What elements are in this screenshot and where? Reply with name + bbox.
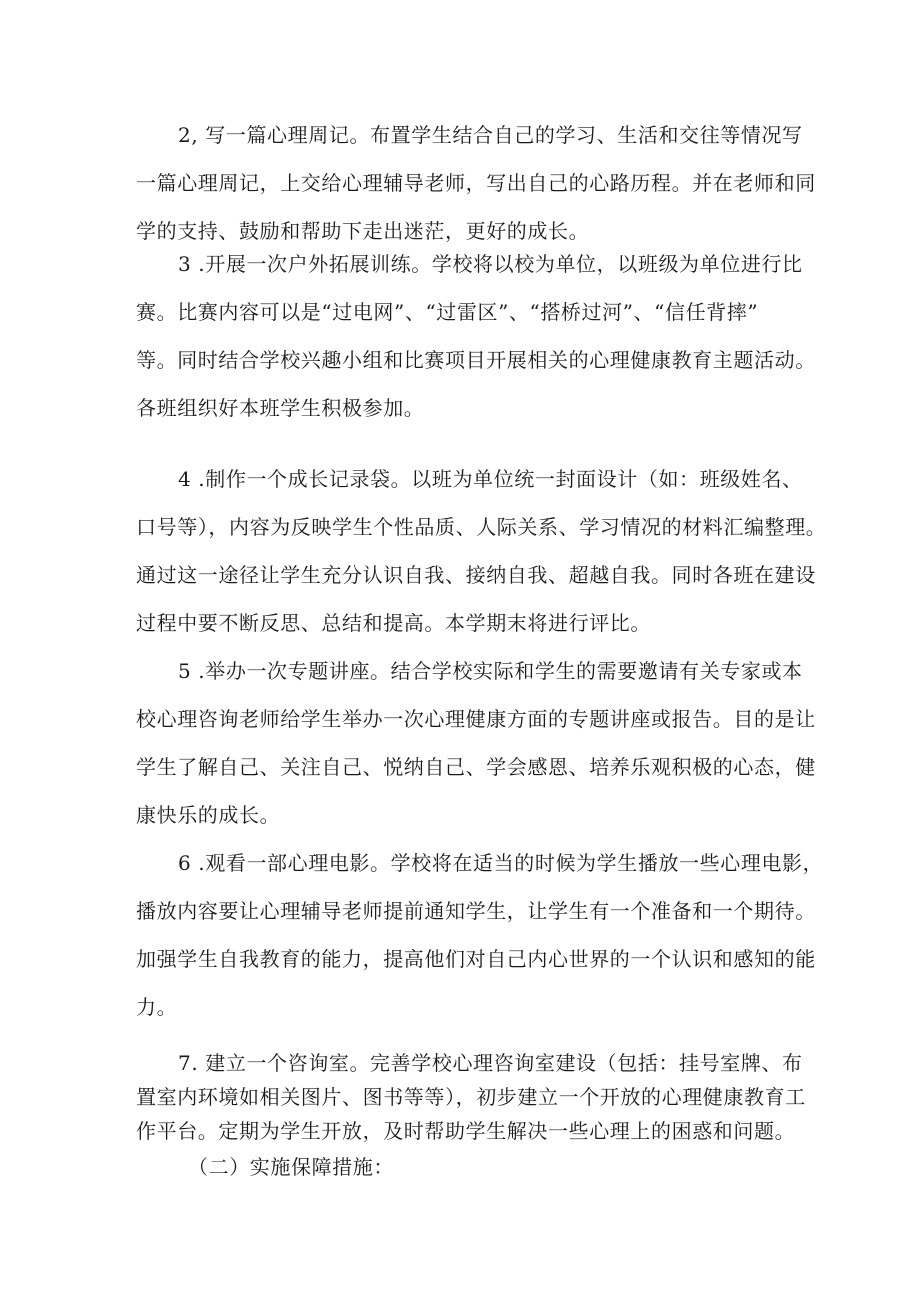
text-line: 置室内环境如相关图片、图书等等），初步建立一个开放的心理健康教育工 bbox=[136, 1085, 806, 1109]
text-line: 一篇心理周记，上交给心理辅导老师，写出自己的心路历程。并在老师和同 bbox=[136, 171, 816, 195]
text-line: 作平台。定期为学生开放，及时帮助学生解决一些心理上的困惑和问题。 bbox=[136, 1119, 796, 1143]
text-line: 学生了解自己、关注自己、悦纳自己、学会感恩、培养乐观积极的心态，健 bbox=[136, 755, 816, 779]
text-line: 7. 建立一个咨询室。完善学校心理咨询室建设（包括：挂号室牌、布 bbox=[178, 1051, 803, 1075]
text-line: 等。同时结合学校兴趣小组和比赛项目开展相关的心理健康教育主题活动。 bbox=[136, 348, 816, 372]
text-line: 2, 写一篇心理周记。布置学生结合自己的学习、生活和交往等情况写 bbox=[178, 123, 803, 147]
text-line: 力。 bbox=[136, 995, 178, 1019]
paragraph-psychology-movie bbox=[136, 839, 824, 1031]
section-heading bbox=[136, 1150, 796, 1184]
paragraph-counseling-room bbox=[136, 1046, 806, 1148]
section-heading-text: （二）实施保障措施： bbox=[188, 1155, 394, 1179]
text-line: 3 .开展一次户外拓展训练。学校将以校为单位，以班级为单位进行比 bbox=[178, 252, 803, 276]
paragraph-special-lecture bbox=[136, 647, 816, 839]
text-line: 通过这一途径让学生充分认识自我、接纳自我、超越自我。同时各班在建设 bbox=[136, 563, 816, 587]
text-line: 4 .制作一个成长记录袋。以班为单位统一封面设计（如：班级姓名、 bbox=[178, 467, 803, 491]
text-line: 5 .举办一次专题讲座。结合学校实际和学生的需要邀请有关专家或本 bbox=[178, 659, 803, 683]
paragraph-outdoor-training bbox=[136, 240, 816, 432]
text-line: 学的支持、鼓励和帮助下走出迷茫，更好的成长。 bbox=[136, 219, 590, 243]
text-line: 校心理咨询老师给学生举办一次心理健康方面的专题讲座或报告。目的是让 bbox=[136, 707, 816, 731]
text-line: 加强学生自我教育的能力，提高他们对自己内心世界的一个认识和感知的能 bbox=[136, 947, 816, 971]
text-line: 过程中要不断反思、总结和提高。本学期末将进行评比。 bbox=[136, 611, 651, 635]
text-line: 赛。比赛内容可以是“过电网”、“过雷区”、“搭桥过河”、“信任背摔” bbox=[136, 300, 759, 324]
text-line: 6 .观看一部心理电影。学校将在适当的时候为学生播放一些心理电影， bbox=[178, 851, 824, 875]
text-line: 口号等），内容为反映学生个性品质、人际关系、学习情况的材料汇编整理。 bbox=[136, 515, 827, 539]
text-line: 各班组织好本班学生积极参加。 bbox=[136, 396, 425, 420]
text-line: 康快乐的成长。 bbox=[136, 803, 281, 827]
paragraph-weekly-journal bbox=[136, 111, 816, 255]
paragraph-growth-record-bag bbox=[136, 455, 827, 647]
text-line: 播放内容要让心理辅导老师提前通知学生，让学生有一个准备和一个期待。 bbox=[136, 899, 816, 923]
